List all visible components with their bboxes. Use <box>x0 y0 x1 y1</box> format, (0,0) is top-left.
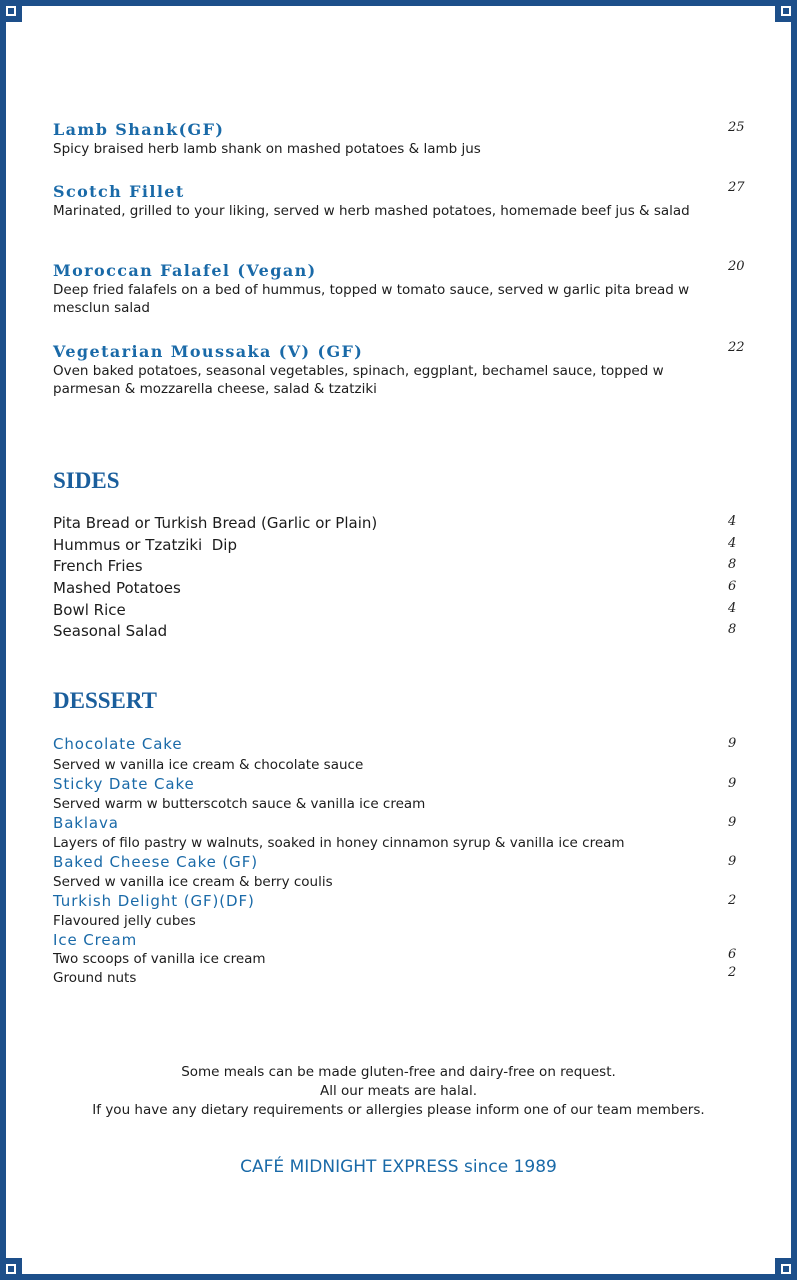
side-item <box>53 514 753 536</box>
item-price: 4 <box>728 601 737 616</box>
dessert-description: Served warm w butterscotch sauce & vanilla ice cream <box>53 796 426 812</box>
side-item <box>53 579 753 601</box>
dessert-name: Baklava <box>53 814 119 832</box>
item-price: 25 <box>728 120 745 135</box>
menu-item <box>53 120 753 158</box>
note-line: Some meals can be made gluten-free and dairy-free on request. <box>181 1064 616 1080</box>
greek-key-corner-icon <box>0 1246 34 1280</box>
item-description: Marinated, grilled to your liking, served w herb mashed potatoes, homemade beef jus & salad <box>53 203 690 219</box>
item-name: Bowl Rice <box>53 601 126 619</box>
item-name: Mashed Potatoes <box>53 579 181 597</box>
dessert-name: Chocolate Cake <box>53 735 183 753</box>
greek-key-corner-icon <box>0 0 34 34</box>
greek-key-corner-icon <box>763 0 797 34</box>
item-price: 6 <box>728 579 737 594</box>
dessert-name: Ice Cream <box>53 931 138 949</box>
item-price: 9 <box>728 776 737 791</box>
side-item <box>53 601 753 623</box>
item-description: Deep fried falafels on a bed of hummus, topped w tomato sauce, served w garlic pita bread w mesclun salad <box>53 282 690 316</box>
menu-item <box>53 342 753 398</box>
dessert-description: Flavoured jelly cubes <box>53 913 196 929</box>
menu-item <box>53 182 753 220</box>
note-line: If you have any dietary requirements or allergies please inform one of our team members. <box>92 1102 705 1118</box>
item-name: French Fries <box>53 557 143 575</box>
side-item <box>53 536 753 558</box>
item-name: Pita Bread or Turkish Bread (Garlic or Plain) <box>53 514 378 532</box>
greek-key-corner-icon <box>763 1246 797 1280</box>
dessert-description: Two scoops of vanilla ice cream <box>53 951 266 967</box>
item-name: Hummus or Tzatziki Dip <box>53 536 237 554</box>
item-price: 4 <box>728 514 737 529</box>
item-name: Moroccan Falafel (Vegan) <box>53 261 317 280</box>
item-price: 4 <box>728 536 737 551</box>
item-price: 9 <box>728 736 737 751</box>
item-price: 9 <box>728 854 737 869</box>
dessert-extra-name: Ground nuts <box>53 970 137 986</box>
item-price: 8 <box>728 622 737 637</box>
side-item <box>53 622 753 644</box>
item-name: Vegetarian Moussaka (V) (GF) <box>53 342 364 361</box>
dessert-name: Baked Cheese Cake (GF) <box>53 853 258 871</box>
dessert-description: Served w vanilla ice cream & berry coulis <box>53 874 333 890</box>
dessert-description: Layers of filo pastry w walnuts, soaked in honey cinnamon syrup & vanilla ice cream <box>53 835 625 851</box>
item-price: 6 <box>728 947 737 962</box>
dietary-notes <box>0 1063 797 1120</box>
item-description: Oven baked potatoes, seasonal vegetables, spinach, eggplant, bechamel sauce, topped w parmesan & mozzarella cheese, salad & tzatziki <box>53 363 664 397</box>
dessert-description: Served w vanilla ice cream & chocolate sauce <box>53 757 364 773</box>
menu-item <box>53 261 753 317</box>
section-title-dessert: DESSERT <box>53 688 158 713</box>
section-title-sides: SIDES <box>53 468 120 493</box>
frame-border-top <box>30 0 767 6</box>
item-price: 22 <box>728 340 745 355</box>
item-price: 9 <box>728 815 737 830</box>
item-price: 27 <box>728 180 745 195</box>
item-price: 8 <box>728 557 737 572</box>
item-name: Lamb Shank(GF) <box>53 120 225 139</box>
item-description: Spicy braised herb lamb shank on mashed potatoes & lamb jus <box>53 141 481 157</box>
item-price: 2 <box>728 893 737 908</box>
note-line: All our meats are halal. <box>319 1083 478 1099</box>
item-name: Scotch Fillet <box>53 182 185 201</box>
side-item <box>53 557 753 579</box>
item-price: 20 <box>728 259 745 274</box>
dessert-name: Sticky Date Cake <box>53 775 195 793</box>
item-name: Seasonal Salad <box>53 622 168 640</box>
frame-border-bottom <box>30 1274 767 1280</box>
brand-footer: CAFÉ MIDNIGHT EXPRESS since 1989 <box>240 1157 557 1177</box>
item-price: 2 <box>728 965 737 980</box>
dessert-name: Turkish Delight (GF)(DF) <box>53 892 255 910</box>
